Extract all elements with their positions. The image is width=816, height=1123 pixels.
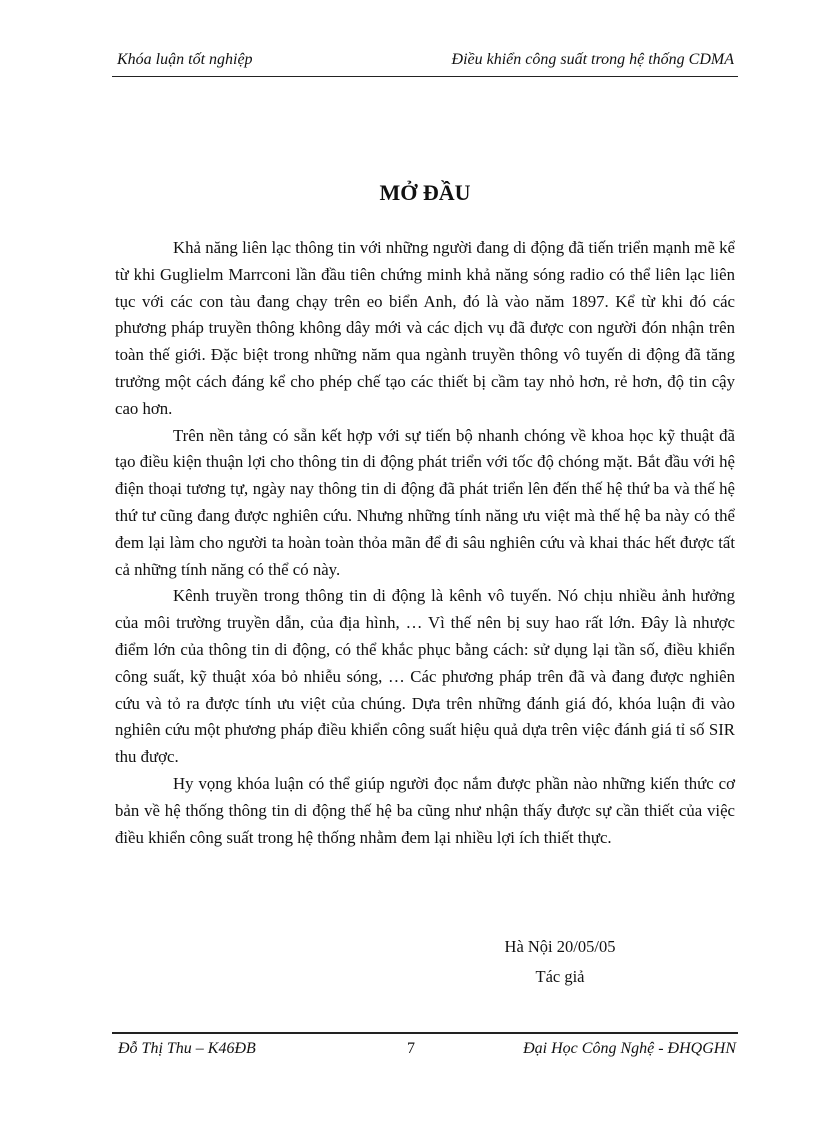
header-right-text: Điều khiển công suất trong hệ thống CDMA [451,51,734,68]
header-divider [112,76,738,77]
paragraph: Kênh truyền trong thông tin di động là kênh vô tuyến. Nó chịu nhiều ảnh hưởng của môi trường truyền dẫn, của địa hình, … Vì thế nên bị suy hao rất lớn. Đây là nhược điểm lớn của thông tin di động, có thể khắc phục bằng cách: sử dụng lại tần số, điều khiển công suất, kỹ thuật xóa bỏ nhiễu sóng, … Các phương pháp trên đã và đang được nghiên cứu và tỏ ra được tính ưu việt của chúng. Dựa trên những đánh giá đó, khóa luận đi vào nghiên cứu một phương pháp điều khiển công suất hiệu quả dựa trên việc đánh giá tỉ số SIR thu được. [115,586,735,767]
page-number: 7 [407,1040,415,1057]
paragraph: Hy vọng khóa luận có thể giúp người đọc nắm được phần nào những kiến thức cơ bản về hệ thống thông tin di động thế hệ ba cũng như nhận thấy được sự cần thiết của việc điều khiển công suất trong hệ thống nhằm đem lại nhiều lợi ích thiết thực. [115,773,735,847]
paragraph: Khả năng liên lạc thông tin với những người đang di động đã tiến triển mạnh mẽ kể từ khi Guglielm Marrconi lần đầu tiên chứng minh khả năng sóng radio có thể liên lạc liên tục với các con tàu đang chạy trên eo biển Anh, đó là vào năm 1897. Kể từ khi đó các phương pháp truyền thông không dây mới và các dịch vụ đã được con người đón nhận trên toàn thế giới. Đặc biệt trong những năm qua ngành truyền thông vô tuyến di động đã tăng trưởng một cách đáng kể cho phép chế tạo các thiết bị cầm tay nhỏ hơn, rẻ hơn, độ tin cậy cao hơn. [115,238,735,418]
page-header [117,50,734,70]
footer-author: Đỗ Thị Thu – K46ĐB [118,1040,256,1057]
paragraph: Trên nền tảng có sẵn kết hợp với sự tiến bộ nhanh chóng về khoa học kỹ thuật đã tạo điều kiện thuận lợi cho thông tin di động phát triển với tốc độ chóng mặt. Bắt đầu với hệ điện thoại tương tự, ngày nay thông tin di động đã phát triển lên đến thế hệ thứ ba và thế hệ thứ tư cũng đang được nghiên cứu. Nhưng những tính năng ưu việt mà thế hệ ba này có thể đem lại làm cho người ta hoàn toàn thỏa mãn để đi sâu nghiên cứu và khai thác hết được tất cả những tính năng có thể có này. [115,425,735,579]
footer-divider [112,1032,738,1034]
footer-institution: Đại Học Công Nghệ - ĐHQGHN [523,1040,736,1057]
signature-block [490,932,630,992]
author-label: Tác giả [535,967,585,986]
header-left-text: Khóa luận tốt nghiệp [117,51,253,68]
body-text [115,235,735,851]
section-title: MỞ ĐẦU [379,180,471,205]
place-date: Hà Nội 20/05/05 [504,937,616,956]
